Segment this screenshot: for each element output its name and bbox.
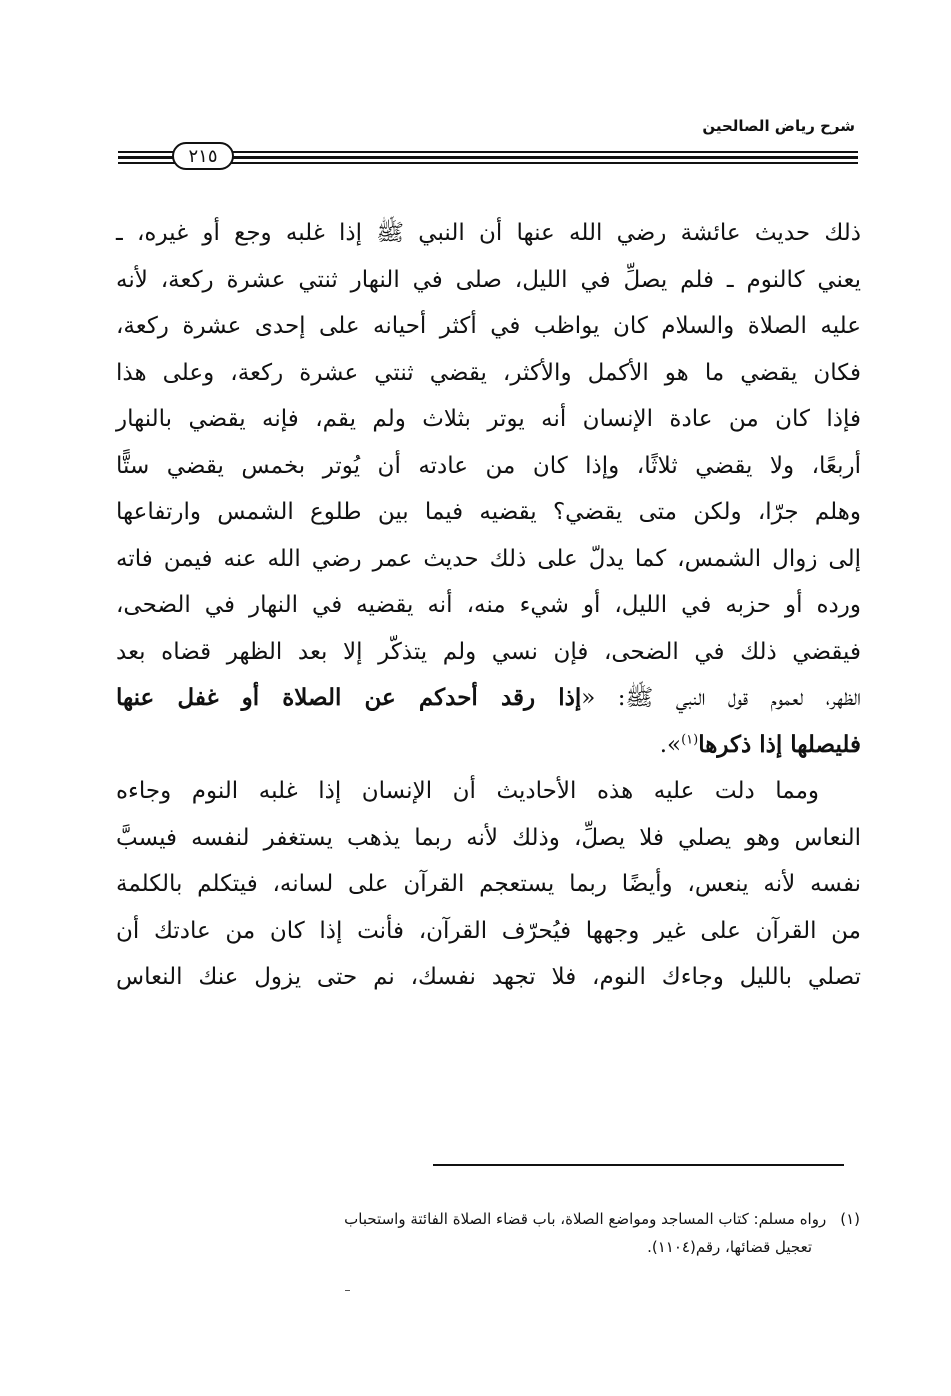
footnote-text: رواه مسلم: كتاب المساجد ومواضع الصلاة، باب قضاء الصلاة الفائتة واستحباب — [344, 1210, 827, 1228]
text-line: ورده أو حزبه في الليل، أو شيء منه، أنه يقضيه في النهار في الضحى، — [116, 592, 861, 618]
text-line: فيقضي ذلك في الضحى، فإن نسي ولم يتذكّر إلا بعد الظهر قضاه بعد — [116, 638, 861, 665]
print-speck — [345, 1290, 350, 1291]
body-text — [116, 210, 861, 1001]
text-line: النعاس وهو يصلي فلا يصلِّ، وذلك لأنه ربما يذهب يستغفر لنفسه فيسبَّ — [116, 824, 861, 851]
text-line: تصلي بالليل وجاءك النوم، فلا تجهد نفسك، نم حتى يزول عنك النعاس — [116, 964, 861, 990]
text-line: أربعًا، ولا يقضي ثلاثًا، وإذا كان من عادته أن يُوتر بخمس يقضي ستًّا — [116, 452, 861, 479]
hadith-quote-bold: فليصلها إذا ذكرها — [698, 730, 861, 758]
text-line-hadith-quote — [116, 675, 861, 722]
text-line: من القرآن على غير وجهها فيُحرّف القرآن، فأنت إذا كان من عادتك أن — [116, 917, 861, 944]
text-fragment: الظهر، لعموم قول النبي ﷺ: « — [581, 685, 861, 711]
running-header-title: شرح رياض الصالحين — [702, 117, 855, 135]
footnote-line: تعجيل قضائها، رقم(١١٠٤). — [647, 1238, 812, 1256]
text-line: ذلك حديث عائشة رضي الله عنها أن النبي ﷺ إذا غلبه وجع أو غيره، ـ — [116, 220, 861, 246]
footnote-reference: (١) — [681, 731, 699, 747]
footnote-separator — [433, 1164, 844, 1166]
text-line: وهلم جرّا، ولكن متى يقضي؟ يقضيه فيما بين طلوع الشمس وارتفاعها — [116, 499, 861, 525]
text-line: ومما دلت عليه هذه الأحاديث أن الإنسان إذا غلبه النوم وجاءه — [116, 778, 819, 804]
text-line: فإذا كان من عادة الإنسان أنه يوتر بثلاث ولم يقم، فإنه يقضي بالنهار — [116, 406, 861, 432]
text-line: فكان يقضي ما هو الأكمل والأكثر، يقضي ثنتي عشرة ركعة، وعلى هذا — [116, 359, 861, 386]
page-number-badge: ٢١٥ — [172, 142, 234, 170]
hadith-quote-bold: إذا رقد أحدكم عن الصلاة أو غفل عنها — [116, 684, 582, 711]
text-fragment: ». — [659, 731, 682, 758]
text-line: إلى زوال الشمس، كما يدلّ على ذلك حديث عمر رضي الله عنه فيمن فاته — [116, 545, 861, 572]
footnote-line — [120, 1205, 860, 1233]
header-rule — [118, 142, 858, 172]
footnote — [120, 1205, 860, 1261]
footnote-number: (١) — [840, 1210, 860, 1228]
text-line: يعني كالنوم ـ فلم يصلِّ في الليل، صلى في النهار ثنتي عشرة ركعة، لأنه — [116, 266, 861, 293]
text-line: عليه الصلاة والسلام كان يواظب في أكثر أحيانه على إحدى عشرة ركعة، — [116, 313, 861, 339]
text-line: نفسه لأنه ينعس، وأيضًا ربما يستعجم القرآن على لسانه، فيتكلم بالكلمة — [116, 871, 861, 897]
text-line-hadith-end — [116, 722, 861, 769]
